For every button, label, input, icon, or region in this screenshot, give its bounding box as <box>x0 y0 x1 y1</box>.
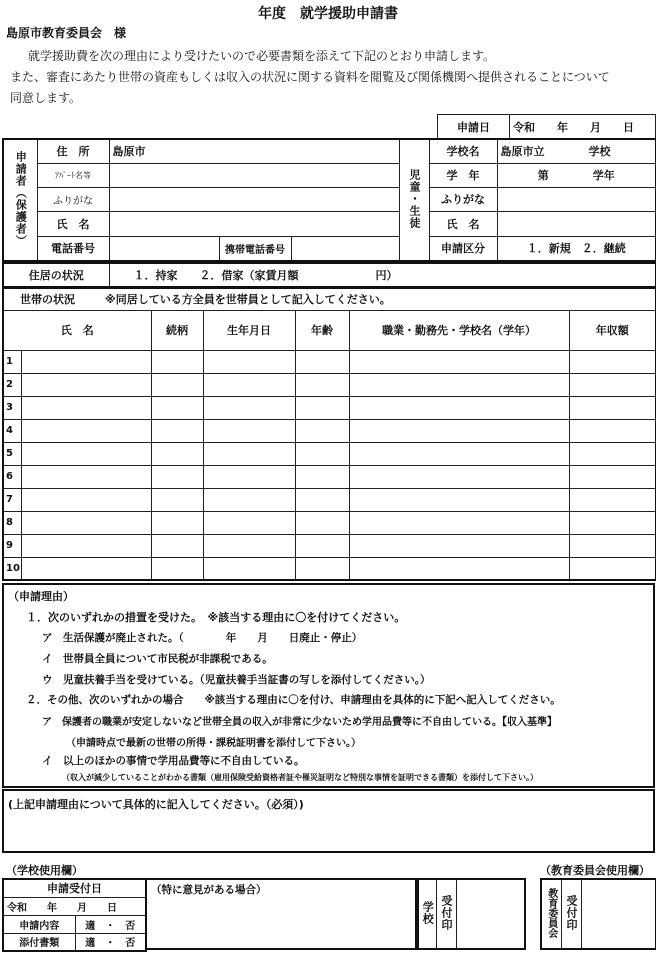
residence-label: 住居の状況 <box>3 263 109 287</box>
reason-2a-note: （申請時点で最新の世帯の所得・課税証明書を添付して下さい。） <box>66 738 361 749</box>
household-row <box>3 442 656 465</box>
household-row <box>3 350 656 373</box>
opinion-label: （特に意見がある場合） <box>151 884 267 896</box>
board-label: 教育委員会 <box>541 879 561 949</box>
household-relation-cell[interactable] <box>151 419 203 442</box>
household-birthdate-cell[interactable] <box>203 557 295 580</box>
household-header <box>3 288 656 310</box>
reason-1c[interactable]: ウ 児童扶養手当を受けている。（児童扶養手当証書の写しを添付してください。） <box>42 674 431 686</box>
address-label: 住 所 <box>37 139 109 163</box>
application-date-label: 申請日 <box>438 115 510 139</box>
household-note: ※同居している方全員を世帯員として記入してください。 <box>105 293 391 307</box>
receipt-date-label: 申請受付日 <box>3 879 146 897</box>
school-stamp-label: 受付印 <box>436 879 456 949</box>
household-row-number: 1 <box>3 350 21 373</box>
household-name-cell[interactable] <box>21 488 151 511</box>
reason-1[interactable]: １．次のいずれかの措置を受けた。 ※該当する理由に〇を付けてください。 <box>26 611 406 624</box>
mobile-label: 携帯電話番号 <box>219 236 291 261</box>
household-age-cell[interactable] <box>295 350 349 373</box>
household-birthdate-cell[interactable] <box>203 511 295 534</box>
household-birthdate-cell[interactable] <box>203 465 295 488</box>
household-name-cell[interactable] <box>21 557 151 580</box>
household-row-number: 10 <box>3 557 21 580</box>
household-relation-cell[interactable] <box>151 534 203 557</box>
board-use-label: （教育委員会使用欄） <box>540 864 650 877</box>
application-date-field[interactable]: 令和 年 月 日 <box>510 115 656 139</box>
board-stamp-field[interactable] <box>581 879 656 949</box>
household-row-number: 7 <box>3 488 21 511</box>
household-name-cell[interactable] <box>21 465 151 488</box>
grade-label: 学 年 <box>429 163 497 187</box>
household-occupation-cell[interactable] <box>349 396 569 419</box>
household-label: 世帯の状況 <box>20 293 75 307</box>
household-occupation-cell[interactable] <box>349 534 569 557</box>
household-birthdate-cell[interactable] <box>203 419 295 442</box>
applicant-name-label: 氏 名 <box>37 211 109 236</box>
household-row-number: 4 <box>3 419 21 442</box>
grade-field[interactable]: 第 学年 <box>497 163 656 187</box>
household-age-cell[interactable] <box>295 511 349 534</box>
reason-1a[interactable]: ア 生活保護が廃止された。（ 年 月 日廃止・停止） <box>42 632 363 644</box>
household-occupation-cell[interactable] <box>349 442 569 465</box>
household-age-cell[interactable] <box>295 419 349 442</box>
applicant-furigana-label: ふりがな <box>37 187 109 211</box>
household-col-name: 氏 名 <box>3 310 151 350</box>
apartment-field[interactable] <box>109 163 399 187</box>
household-income-cell[interactable] <box>569 488 656 511</box>
household-row <box>3 373 656 396</box>
household-age-cell[interactable] <box>295 465 349 488</box>
household-row <box>3 465 656 488</box>
reason-2a[interactable]: ア 保護者の職業が安定しないなど世帯全員の収入が非常に少ないため学用品費等に不自由している。【収入基準】 <box>42 717 557 728</box>
household-row-number: 8 <box>3 511 21 534</box>
household-table <box>2 287 656 581</box>
household-age-cell[interactable] <box>295 373 349 396</box>
addressee: 島原市教育委員会 様 <box>6 26 127 40</box>
household-age-cell[interactable] <box>295 534 349 557</box>
household-row-number: 5 <box>3 442 21 465</box>
reasons-block <box>2 583 655 788</box>
student-name-label: 氏 名 <box>429 211 497 236</box>
household-income-cell[interactable] <box>569 396 656 419</box>
household-col-occupation: 職業・勤務先・学校名（学年） <box>349 310 569 350</box>
school-stamp-table <box>417 878 526 950</box>
school-stamp-school-label: 学校 <box>418 879 436 949</box>
household-name-cell[interactable] <box>21 419 151 442</box>
student-name-field[interactable] <box>497 211 656 236</box>
mobile-field[interactable] <box>291 236 399 261</box>
household-relation-cell[interactable] <box>151 465 203 488</box>
content-label: 申請内容 <box>3 915 75 933</box>
reason-2b-note: （収入が減少していることがわかる書類（雇用保険受給資格者証や罹災証明など特別な事情を証明できる書類）を添付して下さい。） <box>62 773 538 782</box>
household-row <box>3 557 656 580</box>
household-birthdate-cell[interactable] <box>203 396 295 419</box>
details-box[interactable] <box>2 789 655 853</box>
household-birthdate-cell[interactable] <box>203 488 295 511</box>
reason-1b[interactable]: イ 世帯員全員について市民税が非課税である。 <box>42 653 273 665</box>
address-field[interactable]: 島原市 <box>109 139 399 163</box>
reason-2b[interactable]: イ 以上のほかの事情で学用品費等に不自由している。 <box>42 755 305 767</box>
household-row <box>3 488 656 511</box>
attach-field[interactable]: 適 ・ 否 <box>75 933 146 951</box>
household-age-cell[interactable] <box>295 557 349 580</box>
receipt-date-field[interactable]: 令和 年 月 日 <box>3 897 146 915</box>
applicant-name-field[interactable] <box>109 211 399 236</box>
reason-2[interactable]: ２．その他、次のいずれかの場合 ※該当する理由に〇を付け、申請理由を具体的に下記へ記入してください。 <box>26 694 561 706</box>
content-field[interactable]: 適 ・ 否 <box>75 915 146 933</box>
household-age-cell[interactable] <box>295 396 349 419</box>
household-relation-cell[interactable] <box>151 373 203 396</box>
household-name-cell[interactable] <box>21 396 151 419</box>
household-col-income: 年収額 <box>569 310 656 350</box>
household-relation-cell[interactable] <box>151 488 203 511</box>
student-furigana-field[interactable] <box>497 187 656 211</box>
household-name-cell[interactable] <box>21 511 151 534</box>
intro-line-2: また、審査にあたり世帯の資産もしくは収入の状況に関する資料を閲覧及び関係機関へ提供されることについて <box>10 70 610 84</box>
household-income-cell[interactable] <box>569 442 656 465</box>
household-relation-cell[interactable] <box>151 396 203 419</box>
household-birthdate-cell[interactable] <box>203 442 295 465</box>
household-occupation-cell[interactable] <box>349 373 569 396</box>
household-relation-cell[interactable] <box>151 350 203 373</box>
household-income-cell[interactable] <box>569 534 656 557</box>
student-section-label: 児童・生徒 <box>399 139 429 261</box>
household-row <box>3 534 656 557</box>
household-row-number: 3 <box>3 396 21 419</box>
household-name-cell[interactable] <box>21 373 151 396</box>
details-label: (上記申請理由について具体的に記入してください。（必須）) <box>8 798 304 811</box>
household-row <box>3 511 656 534</box>
household-relation-cell[interactable] <box>151 511 203 534</box>
household-income-cell[interactable] <box>569 419 656 442</box>
opinion-box[interactable] <box>145 878 417 950</box>
household-relation-cell[interactable] <box>151 557 203 580</box>
household-occupation-cell[interactable] <box>349 465 569 488</box>
applicant-section-label: 申請者（保護者） <box>3 139 37 261</box>
board-stamp-label: 受付印 <box>561 879 581 949</box>
household-income-cell[interactable] <box>569 511 656 534</box>
residence-table <box>2 262 656 288</box>
household-income-cell[interactable] <box>569 373 656 396</box>
category-field[interactable]: １．新規 ２．継続 <box>497 236 656 261</box>
school-name-label: 学校名 <box>429 139 497 163</box>
household-income-cell[interactable] <box>569 465 656 488</box>
household-name-cell[interactable] <box>21 350 151 373</box>
household-col-birthdate: 生年月日 <box>203 310 295 350</box>
intro-line-1: 就学援助費を次の理由により受けたいので必要書類を添えて下記のとおり申請します。 <box>28 49 496 63</box>
school-receipt-table <box>2 878 147 952</box>
household-col-relation: 続柄 <box>151 310 203 350</box>
residence-options[interactable]: １．持家 ２．借家（家賃月額 円） <box>109 263 656 287</box>
school-name-field[interactable]: 島原市立 学校 <box>497 139 656 163</box>
household-row-number: 2 <box>3 373 21 396</box>
apartment-label: ｱﾊﾟｰﾄ名等 <box>37 163 109 187</box>
phone-field[interactable] <box>109 236 219 261</box>
student-furigana-label: ふりがな <box>429 187 497 211</box>
household-occupation-cell[interactable] <box>349 419 569 442</box>
household-occupation-cell[interactable] <box>349 488 569 511</box>
intro-line-3: 同意します。 <box>10 91 82 105</box>
household-income-cell[interactable] <box>569 557 656 580</box>
household-income-cell[interactable] <box>569 350 656 373</box>
household-birthdate-cell[interactable] <box>203 534 295 557</box>
page-title: 年度 就学援助申請書 <box>258 6 398 22</box>
category-label: 申請区分 <box>429 236 497 261</box>
applicant-student-table <box>2 138 656 262</box>
household-col-age: 年齢 <box>295 310 349 350</box>
household-name-cell[interactable] <box>21 534 151 557</box>
school-stamp-field[interactable] <box>456 879 525 949</box>
household-birthdate-cell[interactable] <box>203 350 295 373</box>
household-row-number: 9 <box>3 534 21 557</box>
household-relation-cell[interactable] <box>151 442 203 465</box>
household-birthdate-cell[interactable] <box>203 373 295 396</box>
application-date-table <box>437 114 656 139</box>
household-occupation-cell[interactable] <box>349 350 569 373</box>
school-use-label: （学校使用欄） <box>6 864 83 877</box>
household-row <box>3 396 656 419</box>
household-occupation-cell[interactable] <box>349 511 569 534</box>
applicant-furigana-field[interactable] <box>109 187 399 211</box>
household-age-cell[interactable] <box>295 488 349 511</box>
attach-label: 添付書類 <box>3 933 75 951</box>
household-age-cell[interactable] <box>295 442 349 465</box>
reasons-heading: （申請理由） <box>8 590 74 603</box>
household-row <box>3 419 656 442</box>
phone-label: 電話番号 <box>37 236 109 261</box>
household-name-cell[interactable] <box>21 442 151 465</box>
household-row-number: 6 <box>3 465 21 488</box>
household-occupation-cell[interactable] <box>349 557 569 580</box>
board-stamp-table <box>540 878 656 950</box>
